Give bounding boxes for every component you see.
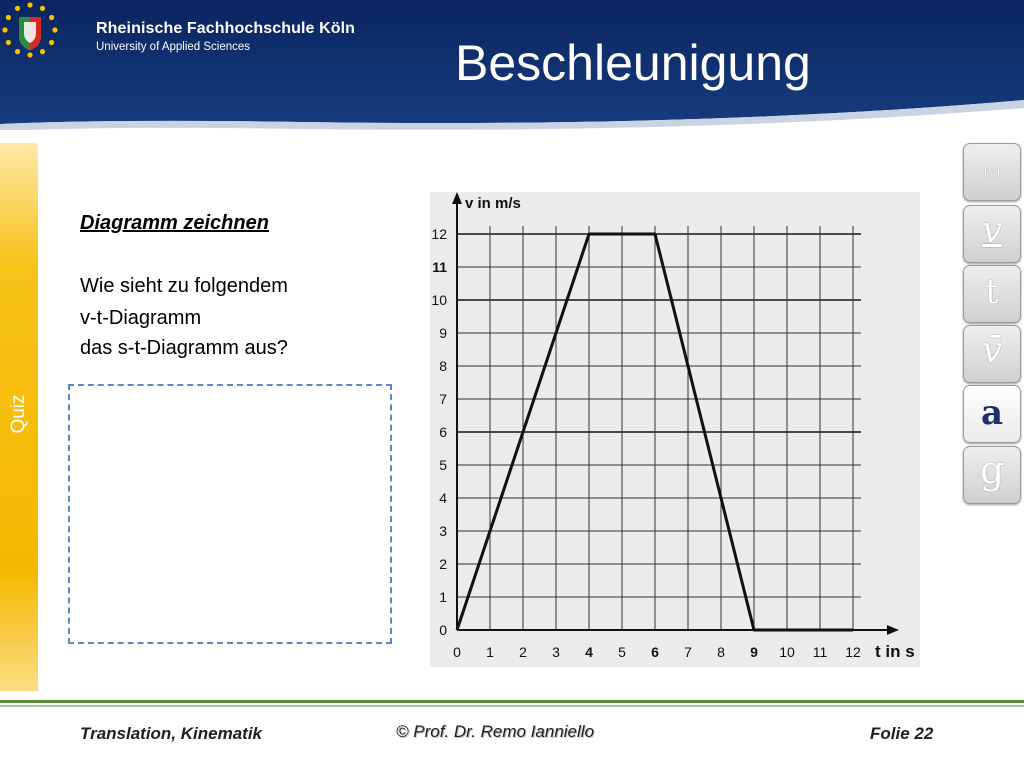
y-axis-label: v in m/s <box>465 195 521 212</box>
footer-author: © Prof. Dr. Remo Ianniello <box>396 722 595 741</box>
y-tick-label: 11 <box>432 259 447 275</box>
nav-button-avg-velocity[interactable] <box>963 325 1021 383</box>
v-t-chart <box>430 192 920 667</box>
nav-label: t <box>985 272 999 312</box>
nav-label: v̄ <box>981 330 1003 371</box>
footer-topic: Translation, Kinematik <box>80 724 263 743</box>
x-tick-label: 6 <box>651 644 659 660</box>
y-tick-label: 6 <box>439 424 447 440</box>
y-tick-label: 5 <box>439 457 447 473</box>
nav-button-acceleration[interactable] <box>963 385 1021 443</box>
x-tick-label: 2 <box>519 644 527 660</box>
footer-divider <box>0 700 1024 703</box>
y-tick-label: 3 <box>439 523 447 539</box>
university-logo <box>0 0 60 60</box>
x-tick-label: 1 <box>486 644 494 660</box>
nav-button-gravity[interactable] <box>963 446 1021 504</box>
y-tick-label: 12 <box>431 226 447 242</box>
x-tick-label: 3 <box>552 644 560 660</box>
y-tick-label: 8 <box>439 358 447 374</box>
footer-divider <box>0 705 1024 707</box>
x-tick-label: 11 <box>812 644 828 660</box>
x-axis-label: t in s <box>875 642 915 661</box>
x-tick-label: 9 <box>750 644 758 660</box>
answer-box <box>68 384 392 644</box>
x-tick-label: 12 <box>845 644 861 660</box>
question-line: Wie sieht zu folgendem <box>80 275 288 297</box>
y-tick-label: 9 <box>439 325 447 341</box>
university-name: Rheinische Fachhochschule Köln <box>96 20 356 37</box>
x-tick-label: 4 <box>585 644 593 660</box>
y-tick-label: 10 <box>431 292 447 308</box>
quiz-heading: Diagramm zeichnen <box>80 212 269 234</box>
header-banner <box>0 0 1024 130</box>
y-tick-label: 2 <box>439 556 447 572</box>
x-tick-label: 5 <box>618 644 626 660</box>
x-tick-label: 8 <box>717 644 725 660</box>
nav-button-velocity[interactable] <box>963 205 1021 263</box>
university-subtitle: University of Applied Sciences <box>96 41 251 53</box>
nav-button-time[interactable] <box>963 265 1021 323</box>
x-tick-label: 0 <box>453 644 461 660</box>
quiz-sidebar <box>0 143 38 691</box>
y-tick-label: 1 <box>439 589 447 605</box>
question-line: das s-t-Diagramm aus? <box>80 337 288 359</box>
chart-background <box>430 192 920 667</box>
y-tick-label: 0 <box>439 622 447 638</box>
nav-label: g <box>979 448 1005 492</box>
slide-title: Beschleunigung <box>455 35 811 91</box>
nav-label: a <box>980 393 1004 433</box>
sidebar-label: Quiz <box>8 394 29 434</box>
y-tick-label: 7 <box>439 391 447 407</box>
nav-label: v <box>981 210 1003 251</box>
y-tick-label: 4 <box>439 490 447 506</box>
x-tick-label: 10 <box>779 644 795 660</box>
question-line: v-t-Diagramm <box>80 307 202 329</box>
footer-slide-number: Folie 22 <box>870 724 934 743</box>
nav-button-velocity-vector[interactable] <box>963 143 1021 201</box>
x-tick-label: 7 <box>684 644 692 660</box>
nav-label: [v] <box>983 165 1001 179</box>
